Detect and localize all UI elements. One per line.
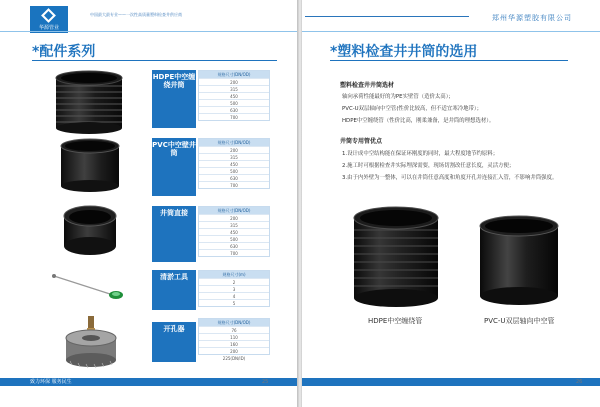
material-line: HDPE中空缠绕管（性价比高，刚柔兼备，是井筒的理想选材）。 xyxy=(342,118,495,124)
header-divider-right xyxy=(302,31,600,32)
advantages-heading: 井筒专用管优点 xyxy=(340,138,383,145)
spec-table-coupling xyxy=(198,206,270,257)
page-number-right: 26 xyxy=(576,379,583,385)
spec-table-cleaning-tool xyxy=(198,270,270,307)
spec-row: 315 xyxy=(199,221,269,228)
right-page xyxy=(302,0,600,407)
section-title-accessories: *配件系列 xyxy=(32,44,96,60)
section-title-underline xyxy=(32,60,277,61)
hdpe-pipe-image xyxy=(50,70,128,136)
spec-row: 315 xyxy=(199,153,269,160)
company-name: 郑州华源塑胶有限公司 xyxy=(492,14,572,22)
material-line: PVC-U双层轴向中空管(性价比较高，但不适宜寒冷地带）； xyxy=(342,106,482,112)
spec-row: 200 xyxy=(199,146,269,153)
footer-bar-right xyxy=(302,378,600,386)
advantage-line: 1.设计成中空结构能在保证环刚度的同时，最大程度地节约原料； xyxy=(342,151,499,157)
spec-row: 200 xyxy=(199,78,269,85)
spec-table-pvc xyxy=(198,138,270,189)
footer-slogan: 致力环保 服务民生 xyxy=(30,379,72,385)
coupling-image xyxy=(58,204,122,262)
header-divider xyxy=(0,31,298,32)
spec-row: 76 xyxy=(199,326,269,333)
spec-note: 225(DN/ID) xyxy=(222,356,246,361)
pvc-pipe-image xyxy=(55,138,125,194)
spec-row: 630 xyxy=(199,174,269,181)
spec-row: 2 xyxy=(199,278,269,285)
spec-header: 规格尺寸(DN/OD) xyxy=(199,207,269,214)
pvc-pipe-large-image xyxy=(474,214,564,306)
spec-header: 规格尺寸(DN/OD) xyxy=(199,71,269,78)
spec-row: 700 xyxy=(199,181,269,188)
caption-pvc: PVC-U双层轴向中空管 xyxy=(484,317,555,325)
spec-header: 规格尺寸(DN/OD) xyxy=(199,139,269,146)
spec-row: 630 xyxy=(199,242,269,249)
logo-text: 华源管业 xyxy=(38,25,59,31)
cleaning-tool-image xyxy=(50,272,130,302)
section-title-selection: *塑料检查井井筒的选用 xyxy=(330,44,478,60)
section-title-underline-right xyxy=(330,60,568,61)
product-label-hole-saw: 开孔器 xyxy=(152,322,196,362)
material-heading: 塑料检查井井筒选材 xyxy=(340,82,395,89)
spec-row: 315 xyxy=(199,85,269,92)
product-label-cleaning-tool: 清淤工具 xyxy=(152,270,196,310)
spec-row: 110 xyxy=(199,333,269,340)
spec-row: 500 xyxy=(199,99,269,106)
product-label-pvc: PVC中空壁井筒 xyxy=(152,138,196,196)
spec-row: 450 xyxy=(199,228,269,235)
spec-row: 3 xyxy=(199,285,269,292)
hdpe-pipe-large-image xyxy=(348,204,444,308)
page-number-left: 25 xyxy=(262,379,269,385)
hole-saw-image xyxy=(58,314,124,370)
product-label-hdpe: HDPE中空缠绕井筒 xyxy=(152,70,196,128)
advantage-line: 2.施工时可根据检查井实际埋深需要，现场切割改任意长度，灵活方便； xyxy=(342,163,515,169)
spec-row: 500 xyxy=(199,167,269,174)
spec-table-hdpe xyxy=(198,70,270,121)
spec-row: 5 xyxy=(199,299,269,306)
advantage-line: 3.由于内外壁为一整体，可以在井筒任意高度和角度开孔并连接汇入管，不影响井筒强度。 xyxy=(342,175,558,181)
spec-row: 160 xyxy=(199,340,269,347)
spec-row: 200 xyxy=(199,214,269,221)
spec-header: 规格尺寸(m) xyxy=(199,271,269,278)
spec-row: 500 xyxy=(199,235,269,242)
spec-row: 700 xyxy=(199,113,269,120)
spec-row: 630 xyxy=(199,106,269,113)
company-logo xyxy=(30,6,68,33)
spec-table-hole-saw xyxy=(198,318,270,355)
spec-row: 4 xyxy=(199,292,269,299)
spec-header: 规格尺寸(DN/OD) xyxy=(199,319,269,326)
caption-hdpe: HDPE中空缠绕管 xyxy=(368,317,423,325)
left-page xyxy=(0,0,298,407)
header-rule-right xyxy=(305,16,469,17)
logo-mark-icon xyxy=(41,8,56,23)
spec-row: 450 xyxy=(199,92,269,99)
material-line: 轴向承荷性能最好的为PE实壁管（造价太高）； xyxy=(342,94,454,100)
product-label-coupling: 井筒直接 xyxy=(152,206,196,262)
spec-row: 450 xyxy=(199,160,269,167)
header-slogan: 中国最大最专业——一次性高质量塑料检查井供应商 xyxy=(90,12,182,17)
spec-row: 200 xyxy=(199,347,269,354)
spec-row: 700 xyxy=(199,249,269,256)
